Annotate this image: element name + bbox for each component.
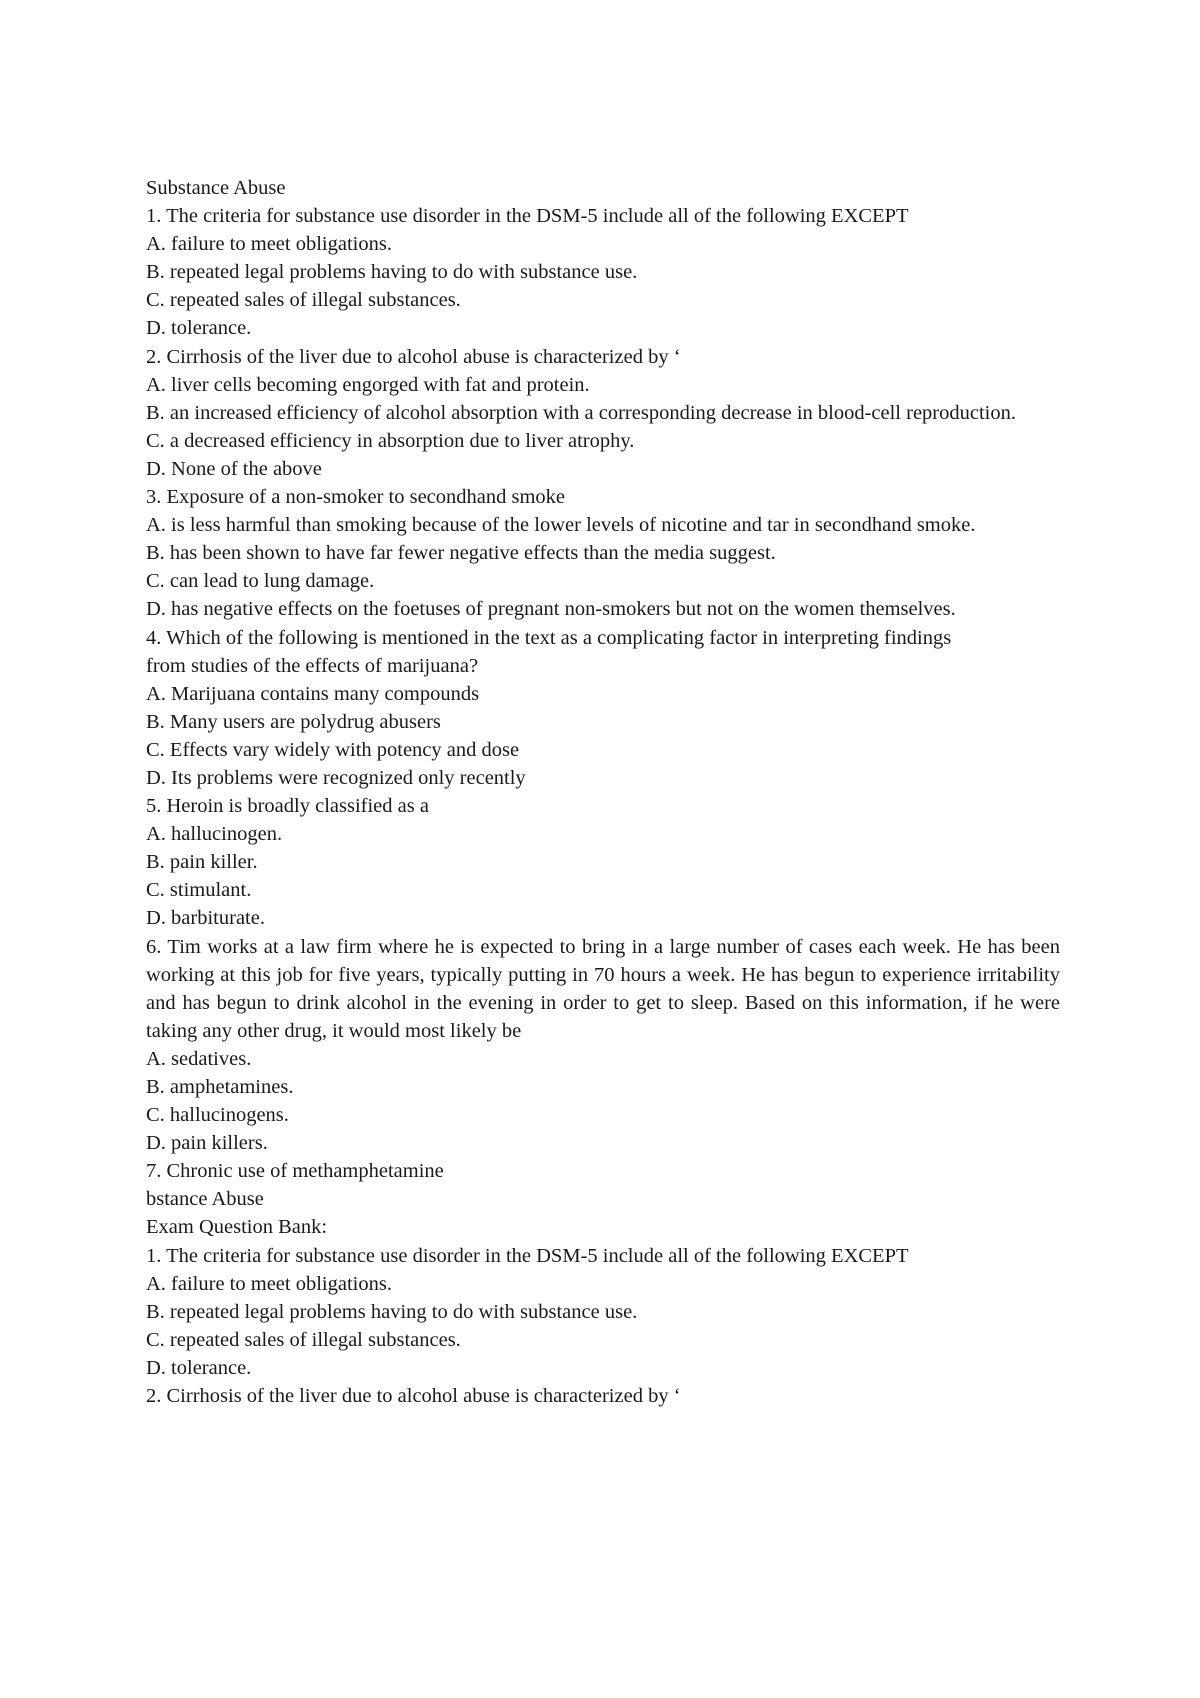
paragraph-q4-question: 4. Which of the following is mentioned in the text as a complicating factor in interpreting findings: [146, 626, 952, 649]
text-block-bottom: [146, 1045, 1060, 1410]
text-line: D. tolerance.: [146, 1356, 252, 1379]
text-line: B. amphetamines.: [146, 1076, 294, 1098]
text-line: B. repeated legal problems having to do with substance use.: [146, 261, 638, 284]
text-line: B. pain killer.: [146, 851, 258, 874]
text-line: C. repeated sales of illegal substances.: [146, 1328, 461, 1351]
text-line: C. hallucinogens.: [146, 1104, 289, 1127]
text-line: A. failure to meet obligations.: [146, 1272, 392, 1295]
paragraph-q3-option-d: D. has negative effects on the foetuses of pregnant non-smokers but not on the women themselves.: [146, 598, 956, 621]
text-line: A. sedatives.: [146, 1047, 252, 1070]
text-line: D. Its problems were recognized only recently: [146, 766, 526, 789]
text-line: Exam Question Bank:: [146, 1216, 328, 1239]
text-line: Substance Abuse: [146, 177, 286, 199]
text-block-mid-1: [146, 427, 1060, 511]
text-line: C. can lead to lung damage.: [146, 570, 375, 593]
paragraph-q6-question: 6. Tim works at a law firm where he is expected to bring in a large number of cases each week. He has been working at this job for five years, typically putting in 70 hours a week. He has begun to experience irritability and has begun to drink alcohol in the evening in order to get to sleep. Based on this information, if he were taking any other drug, it would most likely be: [146, 935, 1060, 1042]
text-line: C. repeated sales of illegal substances.: [146, 289, 461, 312]
text-line: A. Marijuana contains many compounds: [146, 682, 480, 705]
text-line: 3. Exposure of a non-smoker to secondhand smoke: [146, 486, 566, 509]
text-line: D. barbiturate.: [146, 907, 265, 930]
text-line: A. hallucinogen.: [146, 823, 283, 846]
text-line: 1. The criteria for substance use disorder in the DSM-5 include all of the following EXCEPT: [146, 205, 909, 228]
text-block-mid-3: [146, 652, 1060, 933]
text-line: 1. The criteria for substance use disorder in the DSM-5 include all of the following EXCEPT: [146, 1244, 909, 1267]
text-line: A. liver cells becoming engorged with fat and protein.: [146, 373, 590, 396]
text-line: 7. Chronic use of methamphetamine: [146, 1160, 444, 1183]
text-line: B. has been shown to have far fewer negative effects than the media suggest.: [146, 542, 776, 565]
text-line: C. stimulant.: [146, 879, 252, 902]
paragraph-q3-option-a: A. is less harmful than smoking because of the lower levels of nicotine and tar in secondhand smoke.: [146, 514, 976, 537]
text-block-mid-2: [146, 539, 1060, 595]
text-line: C. Effects vary widely with potency and dose: [146, 738, 520, 761]
text-line: D. tolerance.: [146, 317, 252, 340]
text-line: B. Many users are polydrug abusers: [146, 710, 441, 733]
text-line: 2. Cirrhosis of the liver due to alcohol abuse is characterized by ‘: [146, 345, 681, 368]
text-line: D. pain killers.: [146, 1132, 268, 1155]
text-line: bstance Abuse: [146, 1188, 264, 1211]
text-block-top: [146, 174, 1060, 399]
text-line: B. repeated legal problems having to do with substance use.: [146, 1300, 638, 1323]
text-line: C. a decreased efficiency in absorption due to liver atrophy.: [146, 429, 635, 452]
paragraph-q2-option-b: B. an increased efficiency of alcohol absorption with a corresponding decrease in blood-cell reproduction.: [146, 401, 1016, 424]
document-page: [146, 174, 1060, 1410]
text-line: 2. Cirrhosis of the liver due to alcohol abuse is characterized by ‘: [146, 1385, 681, 1408]
text-line: D. None of the above: [146, 457, 322, 480]
text-line: from studies of the effects of marijuana?: [146, 654, 479, 677]
text-line: 5. Heroin is broadly classified as a: [146, 795, 429, 818]
text-line: A. failure to meet obligations.: [146, 233, 392, 256]
